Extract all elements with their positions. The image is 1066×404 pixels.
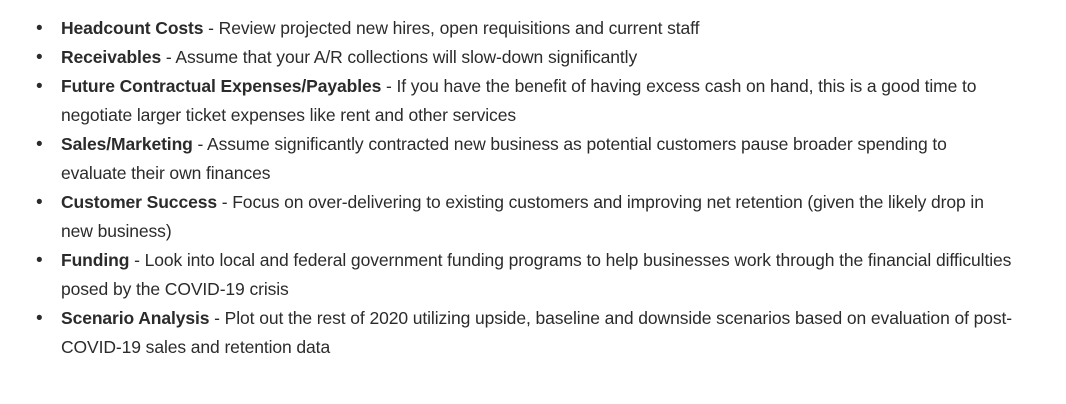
item-term: Receivables	[61, 47, 162, 67]
bullet-icon	[35, 304, 61, 333]
list-item-text	[61, 72, 1013, 130]
list-item-text	[61, 14, 1013, 43]
item-term: Future Contractual Expenses/Payables	[61, 76, 382, 96]
item-term: Sales/Marketing	[61, 134, 193, 154]
item-term: Headcount Costs	[61, 18, 204, 38]
item-desc: - Assume significantly contracted new business as potential customers pause broader spending to evaluate their own finances	[61, 134, 947, 183]
list-item-text	[61, 130, 1013, 188]
list-item	[35, 246, 1046, 304]
list-item	[35, 130, 1046, 188]
bullet-icon	[35, 246, 61, 275]
bullet-icon	[35, 14, 61, 43]
list-item	[35, 72, 1046, 130]
bullet-list	[35, 14, 1046, 362]
list-item-text	[61, 246, 1013, 304]
item-desc: - Focus on over-delivering to existing customers and improving net retention (given the likely drop in new business)	[61, 192, 984, 241]
list-item	[35, 43, 1046, 72]
list-item	[35, 304, 1046, 362]
list-item-text	[61, 188, 1013, 246]
bullet-icon	[35, 43, 61, 72]
list-item	[35, 14, 1046, 43]
item-term: Funding	[61, 250, 130, 270]
item-desc: - Look into local and federal government funding programs to help businesses work through the financial difficulties posed by the COVID-19 crisis	[61, 250, 1012, 299]
item-desc: - If you have the benefit of having excess cash on hand, this is a good time to negotiate larger ticket expenses like rent and other services	[61, 76, 977, 125]
list-item-text	[61, 304, 1013, 362]
item-term: Scenario Analysis	[61, 308, 210, 328]
bullet-icon	[35, 188, 61, 217]
item-term: Customer Success	[61, 192, 217, 212]
list-item-text	[61, 43, 1013, 72]
bullet-icon	[35, 72, 61, 101]
list-item	[35, 188, 1046, 246]
item-desc: - Assume that your A/R collections will slow-down significantly	[161, 47, 638, 67]
item-desc: - Review projected new hires, open requisitions and current staff	[203, 18, 700, 38]
item-desc: - Plot out the rest of 2020 utilizing upside, baseline and downside scenarios based on evaluation of post-COVID-19 sales and retention data	[61, 308, 1013, 357]
bullet-icon	[35, 130, 61, 159]
